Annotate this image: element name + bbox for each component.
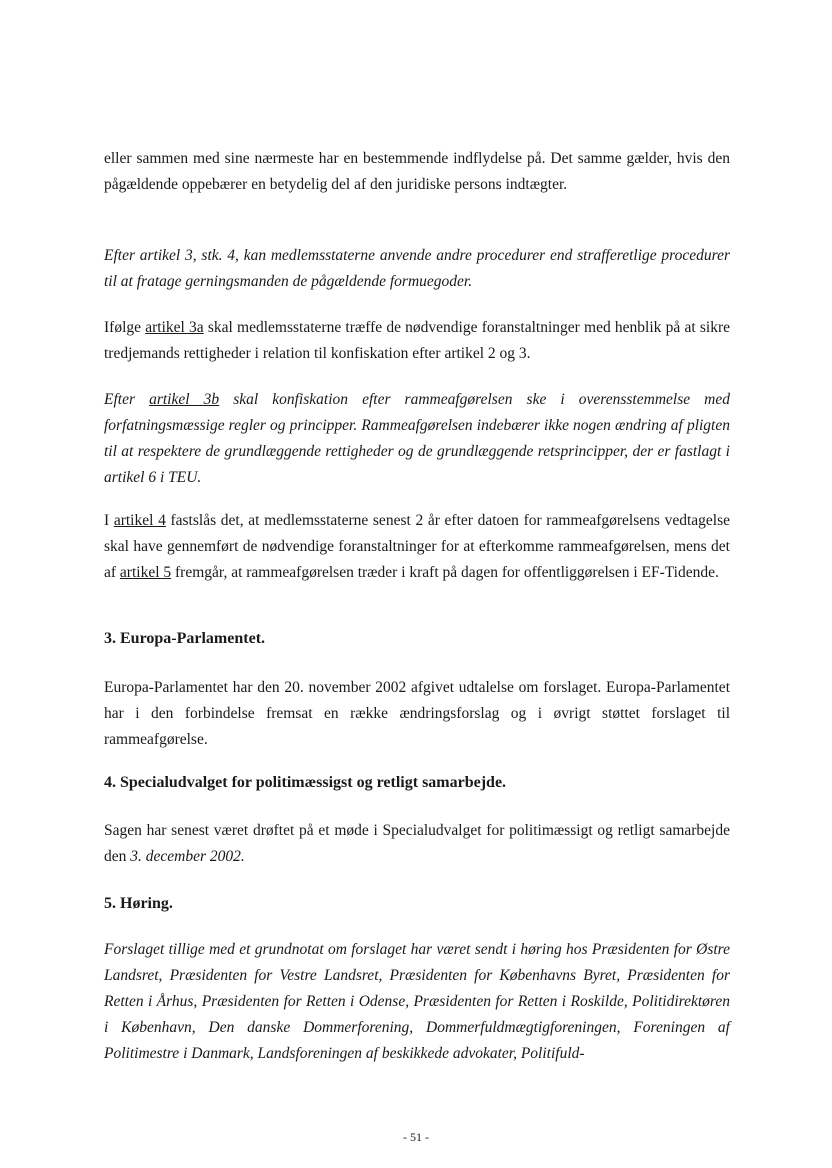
article-4-link[interactable]: artikel 4 [113, 512, 166, 529]
article-3b-link[interactable]: artikel 3b [149, 391, 220, 408]
section-heading-3: 3. Europa-Parlamentet. [104, 630, 266, 647]
paragraph-europa-parlamentet [104, 675, 730, 753]
paragraph-article-3b: Efter artikel 3b skal konfiskation efter rammeafgørelsen ske i overensstemmelse med forfatningsmæssige regler og principper. Rammeafgørelsen indebærer ikke nogen ændring af pligten til at respektere de grundlæggende rettigheder og de grundlæggende retsprincipper, der er fastlagt i artikel 6 i TEU. [104, 391, 731, 486]
paragraph-specialudvalget: Sagen har senest været drøftet på et møde i Specialudvalget for politimæssigt og retligt samarbejde den 3. december 2002. [104, 822, 730, 865]
article-5-link[interactable]: artikel 5 [119, 564, 172, 581]
section-heading-5: 5. Høring. [104, 895, 173, 912]
article-3a-link[interactable]: artikel 3a [145, 319, 204, 336]
paragraph-text: Forslaget tillige med et grundnotat om forslaget har været sendt i høring hos Præsidenten for Østre Landsret, Præsidenten for Vestre Landsret, Præsidenten for Københavns Byret, Præsidenten for Retten i Århus, Præsidenten for Retten i Odense, Præsidenten for Retten i Roskilde, Politidirektøren i København, Den danske Dommerforening, Dommerfuldmægtigforeningen, Foreningen af Politimestre i Danmark, Landsforeningen af beskikkede advokater, Politifuld- [104, 941, 730, 1062]
paragraph-text: Europa-Parlamentet har den 20. november 2002 afgivet udtalelse om forslaget. Europa-Parlamentet har i den forbindelse fremsat en række ændringsforslag og i øvrigt støttet forslaget til rammeafgørelse. [104, 679, 730, 748]
paragraph-article-3-stk-4 [104, 243, 730, 295]
meeting-date: 3. december 2002. [130, 848, 245, 865]
paragraph-article-3a: Ifølge artikel 3a skal medlemsstaterne træffe de nødvendige foranstaltninger med henblik på at sikre tredjemands rettigheder i relation til konfiskation efter artikel 2 og 3. [104, 319, 730, 362]
paragraph-text: Efter artikel 3, stk. 4, kan medlemsstaterne anvende andre procedurer end strafferetlige procedurer til at fratage gerningsmanden de pågældende formuegoder. [104, 247, 730, 290]
page-number: - 51 - [403, 1130, 429, 1144]
paragraph-continuation [104, 146, 730, 198]
paragraph-text: eller sammen med sine nærmeste har en bestemmende indflydelse på. Det samme gælder, hvis den pågældende oppebærer en betydelig del af den juridiske persons indtægter. [104, 150, 730, 193]
paragraph-article-4-5: I artikel 4 fastslås det, at medlemsstaterne senest 2 år efter datoen for rammeafgørelsens vedtagelse skal have gennemført de nødvendige foranstaltninger for at efterkomme rammeafgørelsen, mens det af artikel 5 fremgår, at rammeafgørelsen træder i kraft på dagen for offentliggørelsen i EF-Tidende. [104, 512, 730, 581]
paragraph-hoering [104, 937, 730, 1067]
section-heading-4: 4. Specialudvalget for politimæssigst og retligt samarbejde. [104, 774, 507, 791]
